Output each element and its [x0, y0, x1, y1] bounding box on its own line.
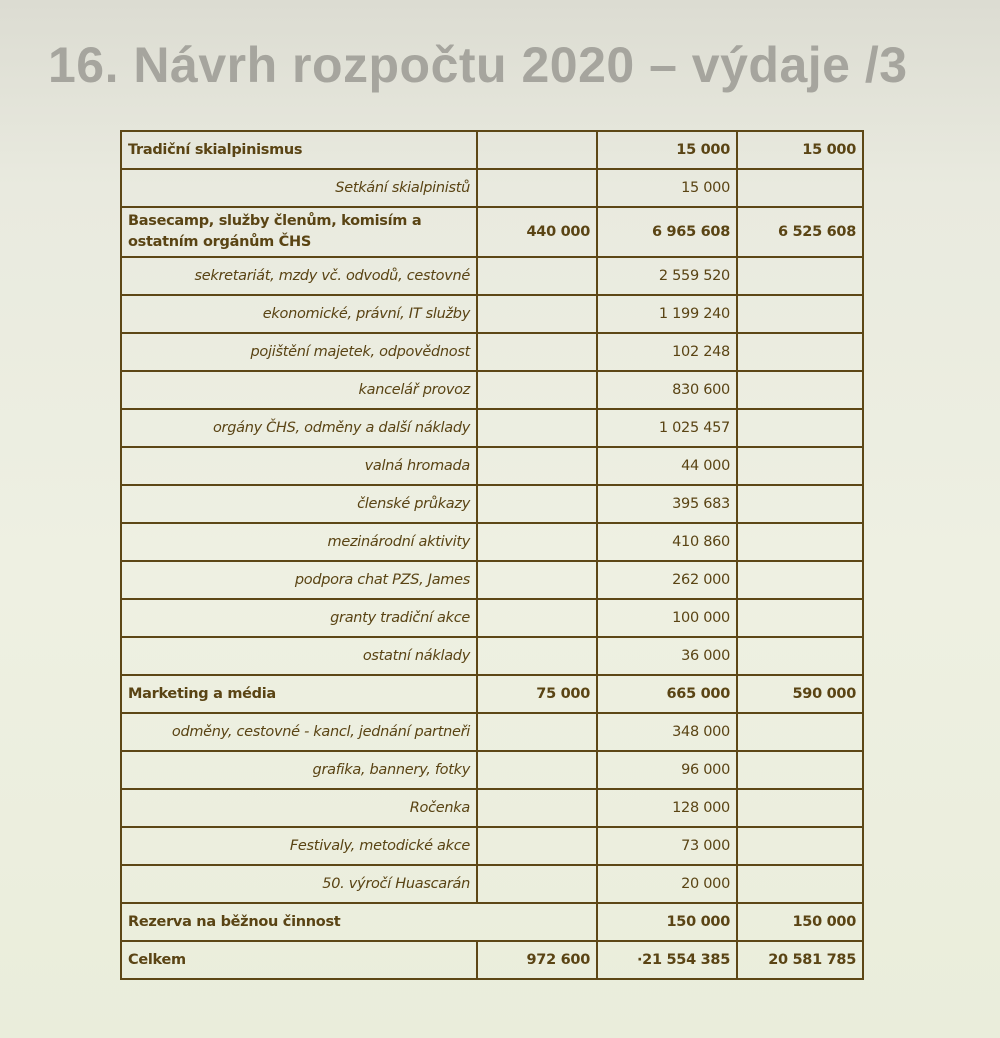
cell-value: [477, 713, 597, 751]
cell-value: ·21 554 385: [597, 941, 737, 979]
row-label: odměny, cestovné - kancl, jednání partneři: [121, 713, 477, 751]
cell-value: 15 000: [597, 131, 737, 169]
cell-value: [477, 295, 597, 333]
cell-value: 15 000: [737, 131, 863, 169]
cell-value: 150 000: [597, 903, 737, 941]
row-label: ostatní náklady: [121, 637, 477, 675]
cell-value: [737, 751, 863, 789]
row-label: kancelář provoz: [121, 371, 477, 409]
budget-table: [120, 130, 864, 980]
cell-value: [737, 789, 863, 827]
cell-value: 590 000: [737, 675, 863, 713]
row-label: pojištění majetek, odpovědnost: [121, 333, 477, 371]
row-label: ekonomické, právní, IT služby: [121, 295, 477, 333]
cell-value: [477, 637, 597, 675]
cell-value: 1 025 457: [597, 409, 737, 447]
cell-value: [737, 523, 863, 561]
cell-value: [737, 865, 863, 903]
cell-value: [477, 751, 597, 789]
cell-value: 36 000: [597, 637, 737, 675]
row-label: Setkání skialpinistů: [121, 169, 477, 207]
cell-value: 1 199 240: [597, 295, 737, 333]
row-label: členské průkazy: [121, 485, 477, 523]
table-row: [121, 333, 863, 371]
cell-value: [477, 523, 597, 561]
cell-value: [477, 485, 597, 523]
table-row: [121, 599, 863, 637]
cell-value: 44 000: [597, 447, 737, 485]
row-label: Celkem: [121, 941, 477, 979]
row-label: Festivaly, metodické akce: [121, 827, 477, 865]
cell-value: [477, 169, 597, 207]
cell-value: [737, 333, 863, 371]
cell-value: [737, 713, 863, 751]
cell-value: [477, 131, 597, 169]
cell-value: [477, 371, 597, 409]
table-row: [121, 865, 863, 903]
table-row: [121, 713, 863, 751]
cell-value: 348 000: [597, 713, 737, 751]
cell-value: [477, 599, 597, 637]
row-label: sekretariát, mzdy vč. odvodů, cestovné: [121, 257, 477, 295]
table-row: [121, 447, 863, 485]
cell-value: [737, 371, 863, 409]
table-row: [121, 485, 863, 523]
cell-value: [477, 409, 597, 447]
table-row: [121, 295, 863, 333]
cell-value: [477, 789, 597, 827]
cell-value: 150 000: [737, 903, 863, 941]
cell-value: 102 248: [597, 333, 737, 371]
cell-value: 75 000: [477, 675, 597, 713]
table-row-basecamp: [121, 207, 863, 257]
cell-value: [477, 865, 597, 903]
table-row: [121, 257, 863, 295]
row-label: Rezerva na běžnou činnost: [121, 903, 597, 941]
table-row-rezerva: [121, 903, 863, 941]
cell-value: [737, 485, 863, 523]
cell-value: [737, 599, 863, 637]
cell-value: 15 000: [597, 169, 737, 207]
table-row: [121, 523, 863, 561]
cell-value: 128 000: [597, 789, 737, 827]
row-label: Tradiční skialpinismus: [121, 131, 477, 169]
cell-value: [737, 409, 863, 447]
cell-value: 440 000: [477, 207, 597, 257]
cell-value: [737, 827, 863, 865]
cell-value: 73 000: [597, 827, 737, 865]
table-row-celkem: [121, 941, 863, 979]
table-row: [121, 637, 863, 675]
cell-value: 20 000: [597, 865, 737, 903]
cell-value: 262 000: [597, 561, 737, 599]
row-label: podpora chat PZS, James: [121, 561, 477, 599]
cell-value: 6 965 608: [597, 207, 737, 257]
cell-value: [477, 333, 597, 371]
cell-value: [737, 257, 863, 295]
cell-value: 830 600: [597, 371, 737, 409]
row-label: Marketing a média: [121, 675, 477, 713]
cell-value: [737, 447, 863, 485]
table-row: [121, 751, 863, 789]
cell-value: [737, 637, 863, 675]
row-label: Ročenka: [121, 789, 477, 827]
row-label: grafika, bannery, fotky: [121, 751, 477, 789]
row-label: Basecamp, služby členům, komisím a ostatním orgánům ČHS: [121, 207, 477, 257]
cell-value: 665 000: [597, 675, 737, 713]
table-row: [121, 561, 863, 599]
table-row: [121, 169, 863, 207]
cell-value: 972 600: [477, 941, 597, 979]
table-row-tradicni-skialpinismus: [121, 131, 863, 169]
cell-value: 395 683: [597, 485, 737, 523]
table-row: [121, 827, 863, 865]
cell-value: 410 860: [597, 523, 737, 561]
cell-value: [737, 295, 863, 333]
cell-value: 6 525 608: [737, 207, 863, 257]
cell-value: [477, 257, 597, 295]
cell-value: [737, 169, 863, 207]
row-label: granty tradiční akce: [121, 599, 477, 637]
cell-value: 20 581 785: [737, 941, 863, 979]
table-row: [121, 409, 863, 447]
slide-title: 16. Návrh rozpočtu 2020 – výdaje /3: [48, 37, 908, 93]
table-row: [121, 789, 863, 827]
row-label: mezinárodní aktivity: [121, 523, 477, 561]
cell-value: 2 559 520: [597, 257, 737, 295]
row-label: valná hromada: [121, 447, 477, 485]
cell-value: [477, 447, 597, 485]
table-row-marketing: [121, 675, 863, 713]
table-row: [121, 371, 863, 409]
cell-value: [737, 561, 863, 599]
cell-value: 96 000: [597, 751, 737, 789]
cell-value: 100 000: [597, 599, 737, 637]
row-label: orgány ČHS, odměny a další náklady: [121, 409, 477, 447]
cell-value: [477, 827, 597, 865]
cell-value: [477, 561, 597, 599]
row-label: 50. výročí Huascarán: [121, 865, 477, 903]
